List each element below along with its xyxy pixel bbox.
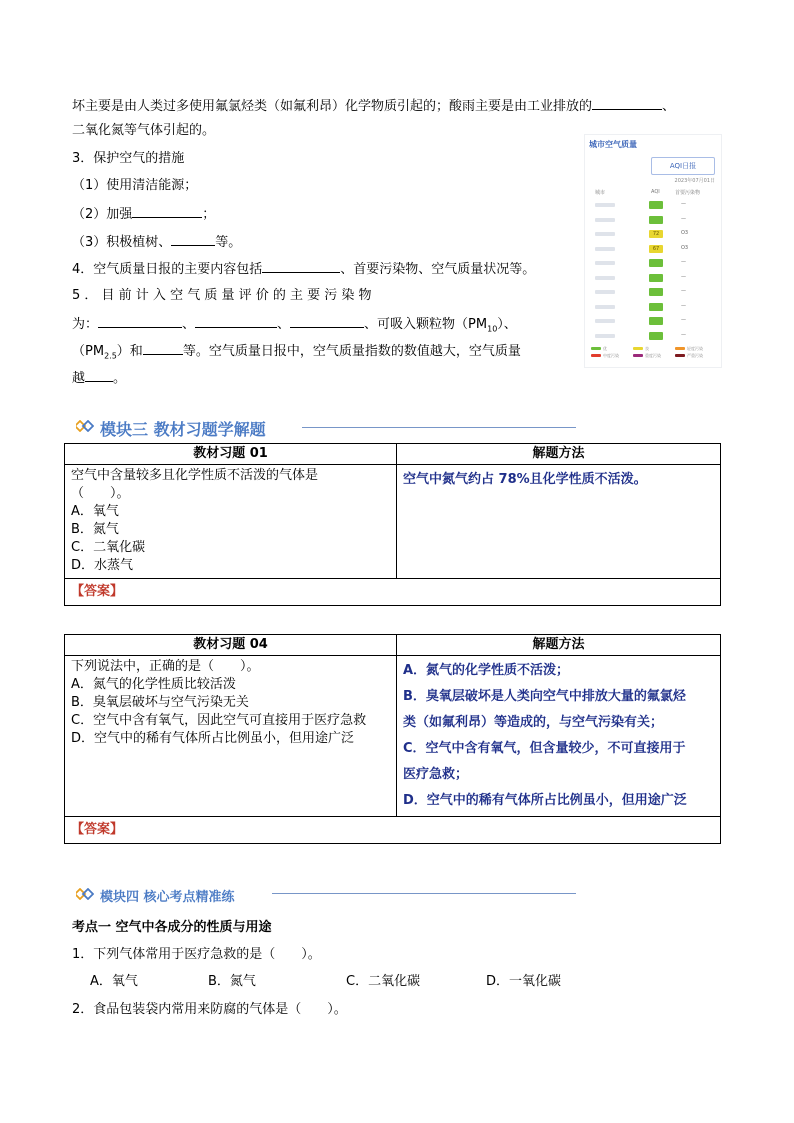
- fill-blank[interactable]: [290, 314, 364, 328]
- city-name: [595, 232, 615, 236]
- table-header-exercise: 教材习题 04: [65, 635, 397, 656]
- table-header-method: 解题方法: [397, 635, 721, 656]
- measure-3: [72, 232, 241, 252]
- legend-label: 良: [645, 346, 649, 351]
- aqi-row: [589, 301, 717, 315]
- city-name: [595, 276, 615, 280]
- intro-text: 、: [662, 99, 676, 114]
- aqi-value: [649, 303, 663, 311]
- question-5-line-2: [72, 314, 517, 339]
- primary-pollutant: —: [681, 215, 686, 222]
- question-text: 、: [277, 317, 291, 332]
- keypoint-title: 考点一 空气中各成分的性质与用途: [72, 920, 272, 935]
- exercise-table-01: [64, 443, 721, 606]
- question-cell: [65, 465, 397, 579]
- aqi-value: [649, 259, 663, 267]
- aqi-row: [589, 315, 717, 329]
- answer-label: 【答案】: [71, 822, 124, 837]
- aqi-legend: [591, 347, 715, 361]
- answer-label: 【答案】: [71, 584, 124, 599]
- module-4-title: 模块四 核心考点精准练: [100, 890, 235, 905]
- aqi-value: [649, 274, 663, 282]
- question-text: 为：: [72, 317, 99, 332]
- option-d[interactable]: D．空气中的稀有气体所占比例虽小，但用途广泛: [71, 731, 355, 746]
- exercise-table-04: [64, 634, 721, 844]
- subscript: 10: [487, 324, 498, 334]
- primary-pollutant: —: [681, 273, 686, 280]
- intro-line-1: [72, 96, 675, 116]
- question-text: ）和: [116, 344, 143, 359]
- diamond-icon: [76, 420, 94, 432]
- aqi-value: [649, 216, 663, 224]
- primary-pollutant: —: [681, 288, 686, 294]
- question-cell: [65, 656, 397, 817]
- legend-label: 严重污染: [687, 353, 703, 358]
- option-a[interactable]: A．氧气: [71, 504, 119, 519]
- q1-option-b[interactable]: B．氮气: [208, 974, 256, 989]
- aqi-row: [589, 228, 717, 242]
- method-line: D．空气中的稀有气体所占比例虽小，但用途广泛: [403, 793, 687, 808]
- option-c[interactable]: C．二氧化碳: [71, 540, 146, 555]
- section-heading: 3．保护空气的措施: [72, 151, 185, 166]
- method-cell: [397, 465, 721, 579]
- question-text: 等。空气质量日报中，空气质量指数的数值越大，空气质量: [182, 344, 521, 359]
- legend-swatch: [591, 354, 601, 357]
- legend-swatch: [633, 354, 643, 357]
- primary-pollutant: —: [681, 259, 686, 265]
- aqi-row: [589, 286, 717, 300]
- aqi-value: 67: [649, 245, 663, 253]
- question-text: 下列说法中，正确的是（ ）。: [71, 659, 260, 674]
- question-text: 、首要污染物、空气质量状况等。: [340, 262, 536, 277]
- primary-pollutant: —: [681, 317, 686, 323]
- aqi-row: [589, 257, 717, 271]
- aqi-row: [589, 243, 717, 257]
- measure-text: ；: [202, 207, 216, 222]
- table-header-method: 解题方法: [397, 444, 721, 465]
- legend-label: 中度污染: [603, 353, 619, 358]
- city-name: [595, 247, 615, 251]
- question-text: 。: [113, 371, 127, 386]
- question-text: 、可吸入颗粒物（PM: [364, 317, 488, 332]
- q1-option-c[interactable]: C．二氧化碳: [346, 974, 421, 989]
- question-5-line-3: [72, 341, 521, 366]
- col-city: 城市: [595, 190, 606, 196]
- aqi-row: [589, 330, 717, 344]
- fill-blank[interactable]: [195, 314, 277, 328]
- aqi-value: [649, 288, 663, 296]
- measure-text: （2）加强: [72, 207, 133, 222]
- legend-label: 优: [603, 346, 607, 351]
- primary-pollutant: —: [681, 331, 686, 338]
- aqi-figure: [584, 134, 722, 368]
- aqi-row: [589, 199, 717, 213]
- option-d[interactable]: D．水蒸气: [71, 558, 134, 573]
- module-rule: [272, 893, 576, 894]
- measure-text: （3）积极植树、: [72, 235, 172, 250]
- city-name: [595, 261, 615, 265]
- option-a[interactable]: A．氮气的化学性质比较活泼: [71, 677, 236, 692]
- aqi-value: [649, 201, 663, 209]
- intro-text: 坏主要是由人类过多使用氟氯烃类（如氟利昂）化学物质引起的；酸雨主要是由工业排放的: [72, 99, 593, 114]
- city-name: [595, 218, 615, 222]
- question-text: （PM: [72, 344, 105, 359]
- module-rule: [302, 427, 576, 428]
- aqi-row: [589, 272, 717, 286]
- primary-pollutant: O3: [681, 244, 689, 251]
- aqi-row: [589, 214, 717, 228]
- city-name: [595, 290, 615, 294]
- legend-swatch: [675, 354, 685, 357]
- primary-pollutant: —: [681, 201, 686, 207]
- option-c[interactable]: C．空气中含有氧气，因此空气可直接用于医疗急救: [71, 713, 367, 728]
- answer-cell[interactable]: [65, 817, 721, 844]
- measure-text: 等。: [215, 235, 242, 250]
- aqi-value: 72: [649, 230, 663, 238]
- legend-swatch: [675, 347, 685, 350]
- legend-label: 轻度污染: [687, 346, 703, 351]
- subscript: 2.5: [104, 351, 117, 361]
- question-5-line-1: 5 ． 目 前 计 入 空 气 质 量 评 价 的 主 要 污 染 物: [72, 288, 372, 303]
- question-text: 越: [72, 371, 86, 386]
- fill-blank[interactable]: [592, 96, 662, 110]
- fill-blank[interactable]: [171, 232, 215, 246]
- question-2: 2．食品包装袋内常用来防腐的气体是（ ）。: [72, 1002, 347, 1017]
- intro-line-2: 二氧化氮等气体引起的。: [72, 123, 216, 138]
- question-text: ）、: [497, 317, 517, 332]
- aqi-daily-button[interactable]: AQI日报: [651, 157, 715, 175]
- method-line: 医疗急救；: [403, 767, 469, 782]
- question-text: 4．空气质量日报的主要内容包括: [72, 262, 263, 277]
- legend-label: 重度污染: [645, 353, 661, 358]
- method-line: A．氮气的化学性质不活泼；: [403, 663, 570, 678]
- city-name: [595, 305, 615, 309]
- primary-pollutant: —: [681, 302, 686, 309]
- diamond-icon: [76, 888, 94, 900]
- measure-2: [72, 204, 215, 224]
- fill-blank[interactable]: [262, 259, 340, 273]
- figure-date: 2023年07月01日: [674, 178, 715, 184]
- measure-1: （1）使用清洁能源；: [72, 178, 198, 193]
- answer-cell[interactable]: [65, 579, 721, 606]
- legend-swatch: [633, 347, 643, 350]
- q1-option-d[interactable]: D．一氧化碳: [486, 974, 562, 989]
- module-3-title: 模块三 教材习题学解题: [100, 420, 266, 439]
- method-text: 空气中氮气约占 78%且化学性质不活泼。: [403, 472, 647, 487]
- col-pollutant: 首要污染物: [675, 190, 701, 196]
- city-name: [595, 334, 615, 338]
- question-1: 1．下列气体常用于医疗急救的是（ ）。: [72, 947, 321, 962]
- method-line: C．空气中含有氧气，但含量较少，不可直接用于: [403, 741, 686, 756]
- question-5-line-4: [72, 368, 126, 388]
- method-line: 类（如氟利昂）等造成的，与空气污染有关；: [403, 715, 664, 730]
- city-name: [595, 319, 615, 323]
- fill-blank[interactable]: [98, 314, 182, 328]
- fill-blank[interactable]: [143, 341, 183, 355]
- col-aqi: AQI: [651, 189, 660, 195]
- method-line: B．臭氧层破坏是人类向空气中排放大量的氟氯烃: [403, 689, 686, 704]
- option-b[interactable]: B．臭氧层破坏与空气污染无关: [71, 695, 249, 710]
- question-text: （ ）。: [71, 486, 130, 501]
- primary-pollutant: O3: [681, 230, 689, 236]
- fill-blank[interactable]: [85, 368, 113, 382]
- aqi-value: [649, 317, 663, 325]
- figure-title: 城市空气质量: [589, 140, 637, 149]
- legend-swatch: [591, 347, 601, 350]
- fill-blank[interactable]: [132, 204, 202, 218]
- option-b[interactable]: B．氮气: [71, 522, 119, 537]
- question-4: [72, 259, 535, 279]
- aqi-value: [649, 332, 663, 340]
- question-text: 空气中含量较多且化学性质不活泼的气体是: [71, 468, 319, 483]
- question-text: 、: [182, 317, 196, 332]
- city-name: [595, 203, 615, 207]
- table-header-exercise: 教材习题 01: [65, 444, 397, 465]
- method-cell: [397, 656, 721, 817]
- q1-option-a[interactable]: A．氧气: [90, 974, 138, 989]
